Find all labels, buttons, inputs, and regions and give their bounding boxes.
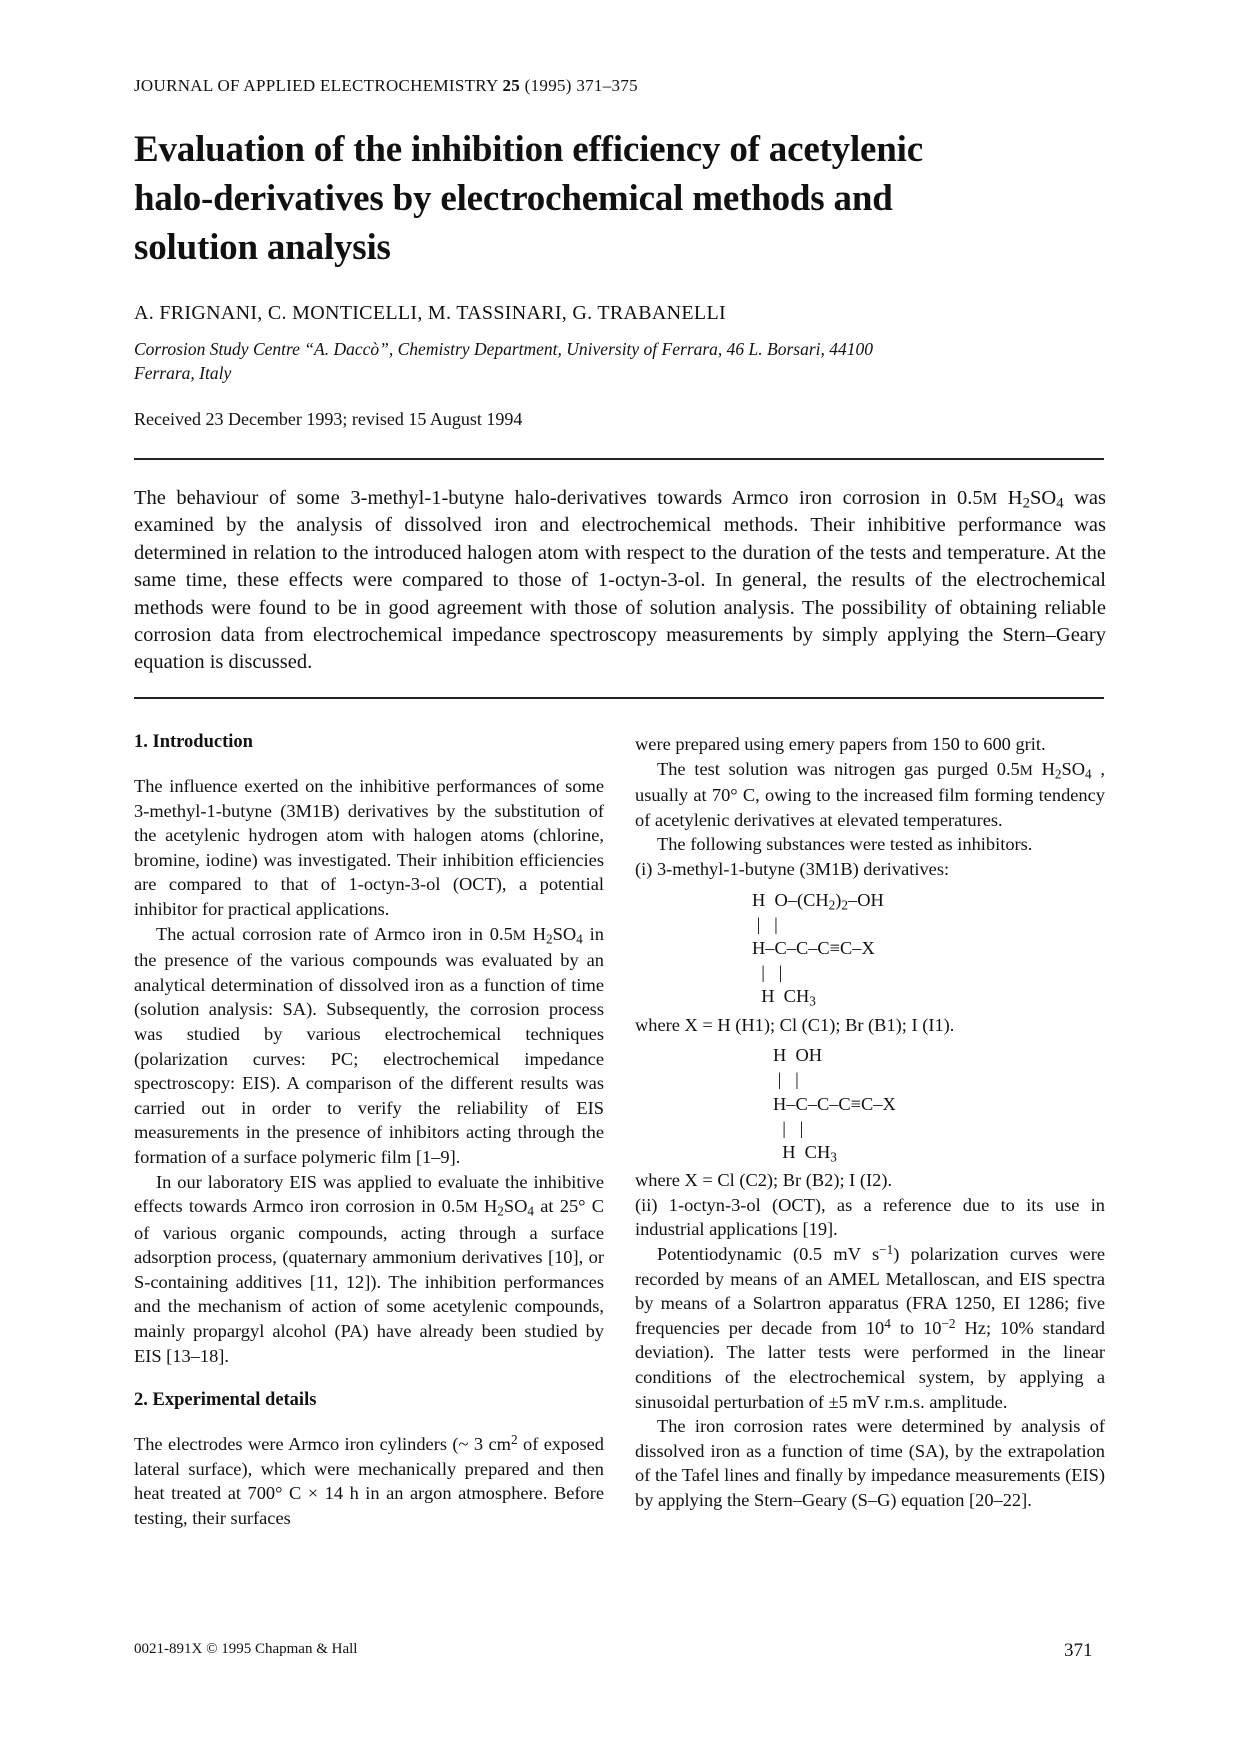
- struct2-row5-a: H CH: [773, 1141, 831, 1162]
- intro-p2-text-a: The actual corrosion rate of Armco iron in 0.5: [156, 923, 513, 944]
- methods-p6-sup2: 4: [884, 1315, 891, 1331]
- structure-formula-2: [773, 1043, 1105, 1164]
- heading-experimental: 2. Experimental details: [134, 1390, 317, 1411]
- methods-p2-sub-4: 4: [1085, 765, 1092, 781]
- intro-p3-sub-2: 2: [497, 1203, 504, 1219]
- abstract-unit-molar: M: [982, 489, 998, 508]
- struct1-row5-a: H CH: [752, 986, 810, 1007]
- journal-name: JOURNAL OF APPLIED ELECTROCHEMISTRY: [134, 76, 498, 95]
- methods-p6-sup: −1: [879, 1242, 894, 1258]
- author-list: A. FRIGNANI, C. MONTICELLI, M. TASSINARI, G. TRABANELLI: [134, 302, 726, 324]
- struct2-row-5: [773, 1140, 1105, 1164]
- intro-p2-sub-2: 2: [546, 930, 553, 946]
- struct1-row1-sub: 2: [828, 896, 836, 912]
- abstract-text-2: was examined by the analysis of dissolved iron and electrochemical methods. Their inhibitive performance was determined in relation to the introduced halogen atom with respect to the duration of the tests and temperature. At the same time, these effects were compared to those of 1-octyn-3-ol. In general, the results of the electrochemical methods were found to be in good agreement with those of solution analysis. The possibility of obtaining reliable corrosion data from electrochemical impedance spectroscopy measurements by simply applying the Stern–Geary equation is discussed.: [134, 487, 1106, 674]
- struct1-row1-a: H O–(CH: [752, 889, 829, 910]
- methods-paragraph-6: [635, 1242, 1105, 1414]
- methods-p6-text-c: to 10: [890, 1317, 942, 1338]
- intro-paragraph-1: The influence exerted on the inhibitive performances of some 3-methyl-1-butyne (3M1B) derivatives by the substitution of the acetylenic hydrogen atom with halogen atoms (chlorine, bromine, iodine) was investigated. Their inhibition efficiencies are compared to that of 1-octyn-3-ol (OCT), a potential inhibitor for practical applications.: [134, 776, 604, 919]
- where-clause-1: where X = H (H1); Cl (C1); Br (B1); I (I1).: [635, 1014, 955, 1035]
- struct1-row1-c: –OH: [848, 889, 884, 910]
- struct1-row5-sub: 3: [809, 993, 816, 1009]
- methods-paragraph-3: The following substances were tested as inhibitors.: [657, 834, 1033, 855]
- struct2-row-1: H OH: [773, 1045, 823, 1066]
- abstract-h: H: [1007, 487, 1023, 509]
- title-line-3: solution analysis: [134, 227, 391, 268]
- received-dates: Received 23 December 1993; revised 15 August 1994: [134, 409, 523, 429]
- exp-p1-sup: 2: [510, 1432, 518, 1448]
- intro-p2-so: SO: [552, 923, 577, 944]
- intro-p2-sub-4: 4: [576, 930, 583, 946]
- methods-p2-text-b: , usually at 70° C, owing to the increased film forming tendency of acetylenic derivatives at elevated temperatures.: [635, 758, 1105, 830]
- intro-p3-h: H: [483, 1196, 498, 1217]
- intro-p3-so: SO: [503, 1196, 528, 1217]
- methods-p2-unit: M: [1019, 762, 1033, 779]
- struct1-row-3: H–C–C–C≡C–X: [752, 937, 875, 958]
- page-number: 371: [1064, 1640, 1093, 1661]
- abstract-sub-4: 4: [1056, 495, 1064, 512]
- divider-bottom: [134, 697, 1104, 699]
- abstract-text-1: The behaviour of some 3-methyl-1-butyne halo-derivatives towards Armco iron corrosion in 0.5: [134, 487, 983, 509]
- right-column: [635, 732, 1105, 1513]
- title-line-1: Evaluation of the inhibition efficiency of acetylenic: [134, 129, 923, 170]
- methods-p2-text-a: The test solution was nitrogen gas purged 0.5: [657, 758, 1020, 779]
- intro-paragraph-3: [134, 1170, 604, 1369]
- journal-header: [134, 76, 638, 96]
- methods-p6-text-d: Hz; 10% standard deviation). The latter tests were performed in the linear conditions of the electrochemical system, by applying a sinusoidal perturbation of ±5 mV r.m.s. amplitude.: [635, 1317, 1105, 1412]
- struct1-row-5: [752, 984, 1105, 1008]
- struct1-row1-b: ): [835, 889, 842, 910]
- abstract-sub-2: 2: [1022, 495, 1030, 512]
- where-clause-2: where X = Cl (C2); Br (B2); I (I2).: [635, 1170, 893, 1191]
- methods-p6-text-a: Potentiodynamic (0.5 mV s: [657, 1243, 880, 1264]
- journal-year-pages: (1995) 371–375: [524, 76, 638, 95]
- intro-p3-unit: M: [464, 1200, 478, 1217]
- intro-p3-sub-4: 4: [527, 1203, 535, 1219]
- methods-p6-sup3: −2: [941, 1315, 956, 1331]
- struct1-row-1: [752, 888, 1105, 912]
- exp-p1-text-a: The electrodes were Armco iron cylinders (~ 3 cm: [134, 1434, 511, 1455]
- struct1-row-2: | |: [752, 913, 778, 934]
- paper-title: [134, 125, 1124, 272]
- intro-p2-h: H: [532, 923, 547, 944]
- intro-paragraph-2: [134, 922, 604, 1170]
- methods-paragraph-2: [635, 757, 1105, 833]
- exp-p1-text-b: of exposed lateral surface), which were mechanically prepared and then heat treated at 700° C × 14 h in an argon atmosphere. Before testing, their surfaces: [134, 1434, 604, 1529]
- intro-p2-text-b: in the presence of the various compounds was evaluated by an analytical determination of dissolved iron as a function of time (solution analysis: SA). Subsequently, the corrosion process was studied by various electrochemical techniques (polarization curves: PC; electrochemical impedance spectroscopy: EIS). A comparison of the different results was carried out in order to verify the reliability of EIS measurements in the presence of inhibitors acting through the formation of a surface polymeric film [1–9].: [134, 923, 604, 1167]
- structure-formula-1: [752, 888, 1105, 1009]
- journal-volume: 25: [502, 76, 521, 95]
- heading-introduction: 1. Introduction: [134, 732, 253, 752]
- title-line-2: halo-derivatives by electrochemical methods and: [134, 178, 893, 219]
- methods-p2-sub-2: 2: [1054, 765, 1062, 781]
- abstract: [134, 485, 1106, 677]
- methods-p2-h: H: [1041, 758, 1055, 779]
- methods-paragraph-1: were prepared using emery papers from 150 to 600 grit.: [635, 734, 1046, 754]
- copyright-notice: 0021-891X © 1995 Chapman & Hall: [134, 1641, 358, 1657]
- intro-p3-text-b: at 25° C of various organic compounds, acting through a surface adsorption process, (quaternary ammonium derivatives [10], or S-containing additives [11, 12]). The inhibition performances and the mechanism of action of some acetylenic compounds, mainly propargyl alcohol (PA) have already been studied by EIS [13–18].: [134, 1196, 604, 1366]
- intro-p2-unit: M: [512, 927, 526, 944]
- intro-p3-text-a: In our laboratory EIS was applied to evaluate the inhibitive effects towards Armco iron corrosion in 0.5: [134, 1171, 604, 1217]
- struct1-row1-sub2: 2: [841, 896, 848, 912]
- methods-paragraph-7: The iron corrosion rates were determined by analysis of dissolved iron as a function of time (SA), by the extrapolation of the Tafel lines and finally by impedance measurements (EIS) by applying the Stern–Geary (S–G) equation [20–22].: [635, 1416, 1105, 1510]
- struct2-row5-sub: 3: [830, 1149, 837, 1165]
- struct2-row-4: | |: [773, 1117, 804, 1138]
- experimental-paragraph-1: [134, 1432, 604, 1530]
- affiliation-line-2: Ferrara, Italy: [134, 363, 232, 383]
- struct1-row-4: | |: [752, 962, 783, 983]
- methods-paragraph-4: (i) 3-methyl-1-butyne (3M1B) derivatives:: [635, 858, 950, 879]
- affiliation: [134, 337, 1094, 385]
- affiliation-line-1: Corrosion Study Centre “A. Daccò”, Chemistry Department, University of Ferrara, 46 L. Borsari, 44100: [134, 339, 874, 359]
- methods-p6-text-b: ) polarization curves were recorded by means of an AMEL Metalloscan, and EIS spectra by means of a Solartron apparatus (FRA 1250, EI 1286; five frequencies per decade from 10: [635, 1243, 1105, 1338]
- struct2-row-3: H–C–C–C≡C–X: [773, 1093, 896, 1114]
- left-column: [134, 730, 604, 1531]
- methods-paragraph-5: (ii) 1-octyn-3-ol (OCT), as a reference due to its use in industrial applications [19].: [635, 1194, 1105, 1240]
- struct2-row-2: | |: [773, 1069, 799, 1090]
- methods-p2-so: SO: [1061, 758, 1086, 779]
- abstract-so: SO: [1029, 487, 1057, 509]
- divider-top: [134, 458, 1104, 460]
